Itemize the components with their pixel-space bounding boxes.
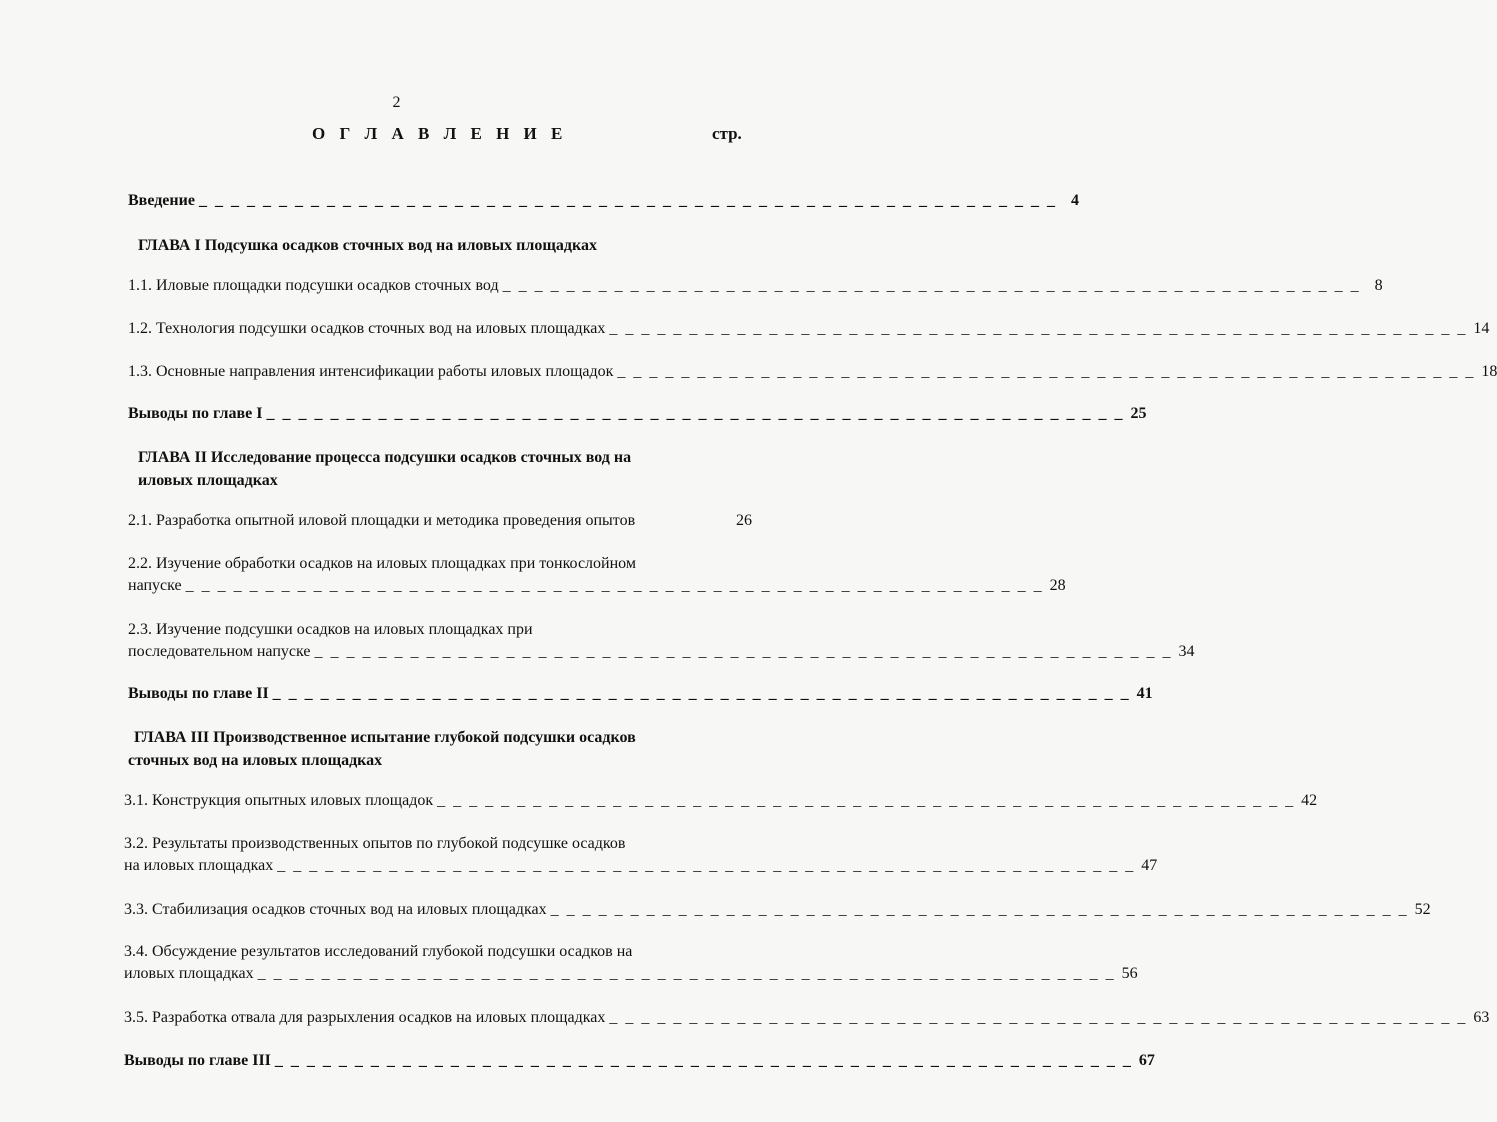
entry-page: 47: [1141, 857, 1158, 874]
dot-leader: _ _ _ _ _ _ _ _ _ _ _ _ _ _ _ _ _ _ _ _ _ _ _ _ _ _ _ _ _ _ _ _ _ _ _ _ _ _ _ _ _ _ _ _ _ _ _ _ _ _ _ _ _ _: [266, 405, 1125, 422]
entry-page: 42: [1301, 792, 1318, 809]
chapter-3-heading-line-2: сточных вод на иловых площадках: [128, 752, 383, 769]
dot-leader: _ _ _ _ _ _ _ _ _ _ _ _ _ _ _ _ _ _ _ _ _ _ _ _ _ _ _ _ _ _ _ _ _ _ _ _ _ _ _ _ _ _ _ _ _ _ _ _ _ _ _ _ _ _: [198, 192, 1057, 209]
entry-page: 4: [1070, 192, 1079, 209]
entry-page: 34: [1178, 643, 1195, 660]
entry-text-line-1: 2.2. Изучение обработки осадков на иловых площадках при тонкослойном: [128, 555, 636, 572]
entry-page: 14: [1473, 320, 1490, 337]
entry-text-line-1: 3.2. Результаты производственных опытов по глубокой подсушке осадков: [124, 835, 626, 852]
entry-text: 2.1. Разработка опытной иловой площадки и методика проведения опытов: [128, 512, 636, 529]
dot-leader: _ _ _ _ _ _ _ _ _ _ _ _ _ _ _ _ _ _ _ _ _ _ _ _ _ _ _ _ _ _ _ _ _ _ _ _ _ _ _ _ _ _ _ _ _ _ _ _ _ _ _ _ _ _: [185, 577, 1044, 594]
toc-entry-intro: [128, 190, 1079, 212]
dot-leader: _ _ _ _ _ _ _ _ _ _ _ _ _ _ _ _ _ _ _ _ _ _ _ _ _ _ _ _ _ _ _ _ _ _ _ _ _ _ _ _ _ _ _ _ _ _ _ _ _ _ _ _ _ _: [617, 363, 1476, 380]
toc-entry-3-1: [124, 790, 1318, 812]
chapter-2-heading: [138, 446, 631, 492]
entry-text-line-1: 2.3. Изучение подсушки осадков на иловых площадках при: [128, 621, 533, 638]
entry-text-line-1: 3.4. Обсуждение результатов исследований глубокой подсушки осадков на: [124, 943, 633, 960]
toc-entry-2-3: [128, 619, 1195, 663]
toc-entry-3-5: [124, 1007, 1490, 1029]
entry-text: Выводы по главе II: [128, 685, 269, 702]
entry-text: 3.5. Разработка отвала для разрыхления осадков на иловых площадках: [124, 1009, 606, 1026]
entry-text-line-2: последовательном напуске: [128, 643, 311, 660]
entry-text: Выводы по главе I: [128, 405, 263, 422]
toc-entry-1-2: [128, 318, 1490, 340]
entry-text-line-2: иловых площадках: [124, 965, 254, 982]
toc-entry-2-1: [128, 510, 752, 532]
entry-page: 52: [1414, 901, 1431, 918]
toc-entry-1-3: [128, 361, 1497, 383]
dot-leader: _ _ _ _ _ _ _ _ _ _ _ _ _ _ _ _ _ _ _ _ _ _ _ _ _ _ _ _ _ _ _ _ _ _ _ _ _ _ _ _ _ _ _ _ _ _ _ _ _ _ _ _ _ _: [277, 857, 1136, 874]
entry-text-line-2: на иловых площадках: [124, 857, 274, 874]
entry-page: 63: [1473, 1009, 1490, 1026]
entry-text: Введение: [128, 192, 195, 209]
dot-leader: _ _ _ _ _ _ _ _ _ _ _ _ _ _ _ _ _ _ _ _ _ _ _ _ _ _ _ _ _ _ _ _ _ _ _ _ _ _ _ _ _ _ _ _ _ _ _ _ _ _ _ _ _ _: [274, 1052, 1133, 1069]
chapter-1-heading: ГЛАВА I Подсушка осадков сточных вод на иловых площадках: [138, 237, 597, 254]
entry-text: 1.1. Иловые площадки подсушки осадков сточных вод: [128, 277, 499, 294]
page-number: 2: [392, 94, 401, 111]
dot-leader: _ _ _ _ _ _ _ _ _ _ _ _ _ _ _ _ _ _ _ _ _ _ _ _ _ _ _ _ _ _ _ _ _ _ _ _ _ _ _ _ _ _ _ _ _ _ _ _ _ _ _ _ _ _: [609, 320, 1468, 337]
toc-title: О Г Л А В Л Е Н И Е: [312, 124, 568, 143]
entry-page: 8: [1374, 277, 1383, 294]
entry-page: 26: [736, 512, 752, 529]
dot-leader: _ _ _ _ _ _ _ _ _ _ _ _ _ _ _ _ _ _ _ _ _ _ _ _ _ _ _ _ _ _ _ _ _ _ _ _ _ _ _ _ _ _ _ _ _ _ _ _ _ _ _ _ _ _: [609, 1009, 1468, 1026]
entry-page: 25: [1130, 405, 1147, 422]
dot-leader: _ _ _ _ _ _ _ _ _ _ _ _ _ _ _ _ _ _ _ _ _ _ _ _ _ _ _ _ _ _ _ _ _ _ _ _ _ _ _ _ _ _ _ _ _ _ _ _ _ _ _ _ _ _: [437, 792, 1296, 809]
entry-text: 3.3. Стабилизация осадков сточных вод на иловых площадках: [124, 901, 547, 918]
entry-page: 28: [1049, 577, 1066, 594]
chapter-2-heading-line-1: ГЛАВА II Исследование процесса подсушки осадков сточных вод на: [138, 449, 632, 466]
dot-leader: _ _ _ _ _ _ _ _ _ _ _ _ _ _ _ _ _ _ _ _ _ _ _ _ _ _ _ _ _ _ _ _ _ _ _ _ _ _ _ _ _ _ _ _ _ _ _ _ _ _ _ _ _ _: [550, 901, 1409, 918]
entry-text: Выводы по главе III: [124, 1052, 271, 1069]
toc-entry-conclusions-1: [128, 403, 1147, 425]
entry-page: 41: [1136, 685, 1153, 702]
entry-page: 18: [1481, 363, 1497, 380]
entry-page: 56: [1121, 965, 1138, 982]
chapter-2-heading-line-2: иловых площадках: [138, 472, 278, 489]
entry-text: 3.1. Конструкция опытных иловых площадок: [124, 792, 434, 809]
toc-entry-3-2: [124, 833, 1158, 877]
entry-text-line-2: напуске: [128, 577, 182, 594]
toc-entry-3-3: [124, 899, 1431, 921]
entry-text: 1.2. Технология подсушки осадков сточных вод на иловых площадках: [128, 320, 606, 337]
dot-leader: _ _ _ _ _ _ _ _ _ _ _ _ _ _ _ _ _ _ _ _ _ _ _ _ _ _ _ _ _ _ _ _ _ _ _ _ _ _ _ _ _ _ _ _ _ _ _ _ _ _ _ _ _ _: [257, 965, 1116, 982]
dot-leader: _ _ _ _ _ _ _ _ _ _ _ _ _ _ _ _ _ _ _ _ _ _ _ _ _ _ _ _ _ _ _ _ _ _ _ _ _ _ _ _ _ _ _ _ _ _ _ _ _ _ _ _ _ _: [314, 643, 1173, 660]
dot-leader: _ _ _ _ _ _ _ _ _ _ _ _ _ _ _ _ _ _ _ _ _ _ _ _ _ _ _ _ _ _ _ _ _ _ _ _ _ _ _ _ _ _ _ _ _ _ _ _ _ _ _ _ _ _: [502, 277, 1361, 294]
chapter-3-heading: [128, 726, 636, 772]
pages-column-label: стр.: [712, 124, 742, 143]
toc-entry-3-4: [124, 941, 1138, 985]
toc-entry-conclusions-3: [124, 1050, 1155, 1072]
toc-entry-conclusions-2: [128, 683, 1153, 705]
chapter-3-heading-line-1: ГЛАВА III Производственное испытание глубокой подсушки осадков: [134, 729, 636, 746]
dot-leader: _ _ _ _ _ _ _ _ _ _ _ _ _ _ _ _ _ _ _ _ _ _ _ _ _ _ _ _ _ _ _ _ _ _ _ _ _ _ _ _ _ _ _ _ _ _ _ _ _ _ _ _ _ _: [272, 685, 1131, 702]
toc-entry-2-2: [128, 553, 1066, 597]
entry-text: 1.3. Основные направления интенсификации работы иловых площадок: [128, 363, 614, 380]
entry-page: 67: [1138, 1052, 1155, 1069]
toc-entry-1-1: [128, 275, 1383, 297]
